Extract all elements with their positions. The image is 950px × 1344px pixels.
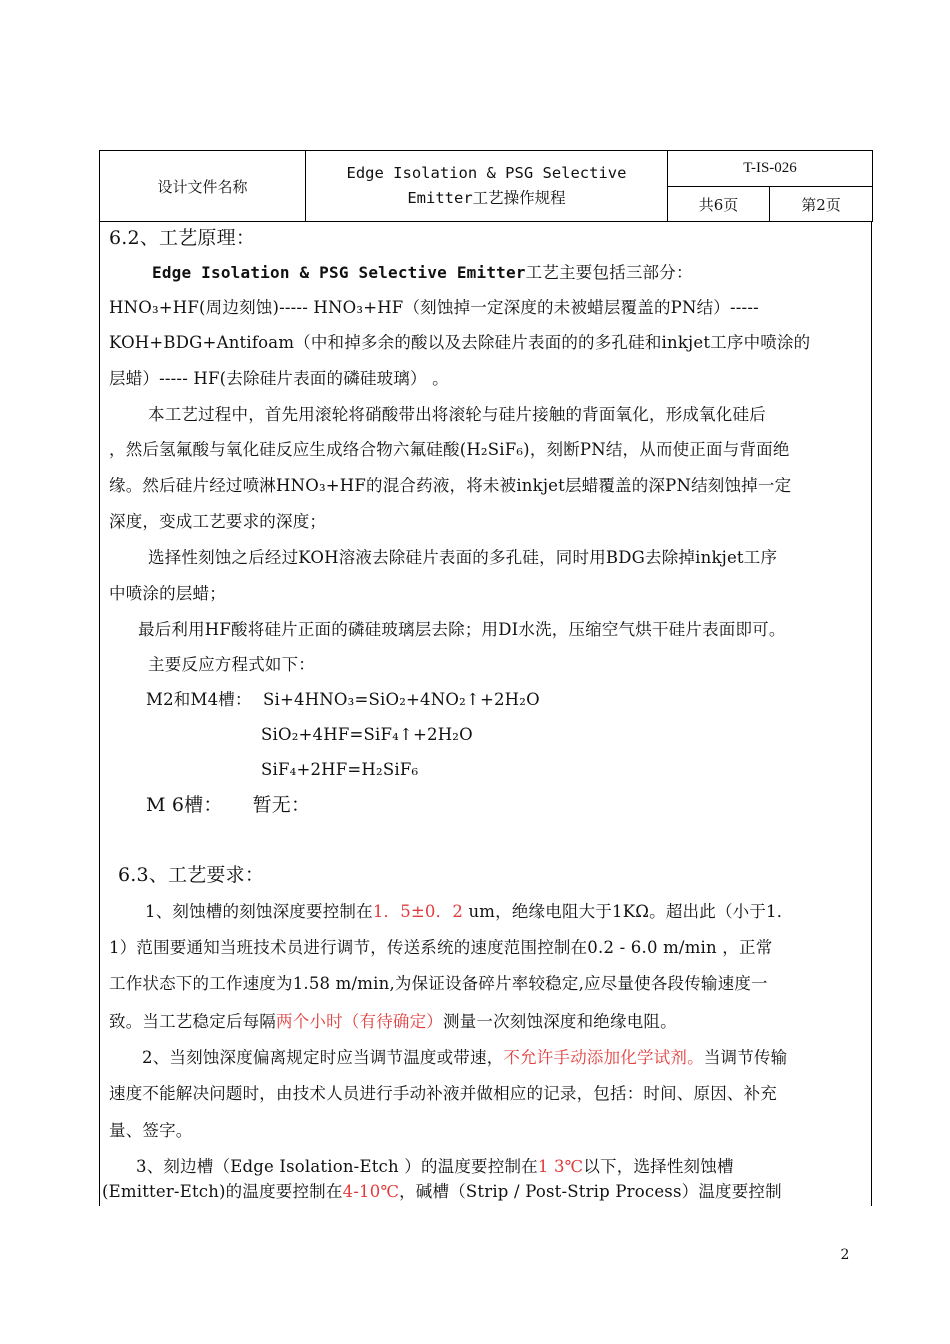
req-1-depth-value: 1．5±0．2 [372, 902, 464, 921]
req-3-line-2 [102, 1181, 782, 1203]
m6-value: 暂无： [252, 794, 311, 816]
intro-rest: 工艺主要包括三部分： [525, 263, 693, 282]
req-2-warning: 不允许手动添加化学试剂。 [503, 1048, 704, 1067]
doc-code: T-IS-026 [668, 151, 873, 187]
req-3-text-c: (Emitter-Etch)的温度要控制在 [102, 1182, 343, 1201]
req-2-line-2: 速度不能解决问题时，由技术人员进行手动补液并做相应的记录，包括：时间、原因、补充 [109, 1084, 777, 1103]
equation-label: M2和M4槽： [146, 690, 252, 709]
paragraph-4: 主要反应方程式如下： [148, 655, 315, 674]
equation-1: Si+4HNO₃=SiO₂+4NO₂↑+2H₂O [263, 690, 540, 709]
doc-name-label: 设计文件名称 [100, 151, 306, 222]
paragraph-1-line-1: 本工艺过程中，首先用滚轮将硝酸带出将滚轮与硅片接触的背面氧化，形成氧化硅后 [148, 405, 766, 424]
req-1-text-d: 测量一次刻蚀深度和绝缘电阻。 [443, 1012, 677, 1031]
req-1-text-a: 1、刻蚀槽的刻蚀深度要控制在 [145, 902, 373, 921]
req-2-text-b: 当调节传输 [703, 1048, 788, 1067]
req-2-text-a: 2、当刻蚀深度偏离规定时应当调节温度或带速， [142, 1048, 504, 1067]
paragraph-2-line-1: 选择性刻蚀之后经过KOH溶液去除硅片表面的多孔硅，同时用BDG去除掉inkjet工序 [148, 548, 778, 567]
req-1-text-b: um，绝缘电阻大于1KΩ。超出此（小于1． [463, 902, 794, 921]
m6-label: M 6槽： [146, 794, 223, 816]
paragraph-2-line-2: 中喷涂的层蜡； [109, 584, 226, 603]
req-3-emitter-temp: 4-10℃ [342, 1182, 400, 1201]
req-3-text-d: ，碱槽（Strip / Post-Strip Process）温度要控制 [399, 1182, 782, 1201]
page-number: 2 [840, 1247, 850, 1263]
equation-3: SiF₄+2HF=H₂SiF₆ [261, 760, 419, 779]
overview-line-2: KOH+BDG+Antifoam（中和掉多余的酸以及去除硅片表面的的多孔硅和inkjet工序中喷涂的 [109, 333, 811, 352]
req-1-line-2: 1）范围要通知当班技术员进行调节，传送系统的速度范围控制在0.2 - 6.0 m/min ，正常 [109, 938, 773, 957]
section-6-3-heading: 6.3、工艺要求： [118, 864, 265, 886]
req-3-edge-temp: 1 3℃ [537, 1157, 584, 1176]
overview-line-3: 层蜡）----- HF(去除硅片表面的磷硅玻璃） 。 [109, 369, 449, 388]
intro-line [152, 262, 693, 284]
paragraph-3: 最后利用HF酸将硅片正面的磷硅玻璃层去除；用DI水洗，压缩空气烘干硅片表面即可。 [138, 620, 786, 639]
total-pages: 共6页 [668, 187, 770, 222]
req-1-line-4 [109, 1011, 677, 1033]
overview-line-1: HNO₃+HF(周边刻蚀)----- HNO₃+HF（刻蚀掉一定深度的未被蜡层覆盖的PN结）----- [109, 298, 759, 317]
doc-title [306, 151, 668, 222]
req-1-line-1 [145, 901, 793, 923]
req-3-line-1 [136, 1156, 734, 1178]
req-2-line-3: 量、签字。 [109, 1121, 193, 1140]
content-frame [99, 221, 872, 1206]
req-1-line-3: 工作状态下的工作速度为1.58 m/min,为保证设备碎片率较稳定,应尽量使各段传输速度一 [109, 974, 768, 993]
req-3-text-a: 3、刻边槽（Edge Isolation-Etch ）的温度要控制在 [136, 1157, 538, 1176]
doc-title-line1: Edge Isolation & PSG Selective [346, 164, 627, 182]
equation-2: SiO₂+4HF=SiF₄↑+2H₂O [261, 725, 473, 744]
m6-line [146, 794, 310, 816]
current-page: 第2页 [770, 187, 873, 222]
doc-title-line2: Emitter工艺操作规程 [407, 189, 566, 207]
req-1-interval: 两个小时（有待确定） [276, 1012, 443, 1031]
req-2-line-1 [142, 1047, 787, 1069]
paragraph-1-line-2: ，然后氢氟酸与氧化硅反应生成络合物六氟硅酸(H₂SiF₆)，刻断PN结，从而使正面与背面绝 [109, 440, 790, 459]
header-table [99, 150, 873, 222]
req-3-text-b: 以下，选择性刻蚀槽 [583, 1157, 734, 1176]
req-1-text-c: 致。当工艺稳定后每隔 [109, 1012, 276, 1031]
paragraph-1-line-3: 缘。然后硅片经过喷淋HNO₃+HF的混合药液，将未被inkjet层蜡覆盖的深PN结刻蚀掉一定 [109, 476, 792, 495]
intro-bold: Edge Isolation & PSG Selective Emitter [152, 263, 526, 282]
section-6-2-heading: 6.2、工艺原理： [109, 227, 256, 249]
paragraph-1-line-4: 深度，变成工艺要求的深度； [109, 512, 327, 531]
